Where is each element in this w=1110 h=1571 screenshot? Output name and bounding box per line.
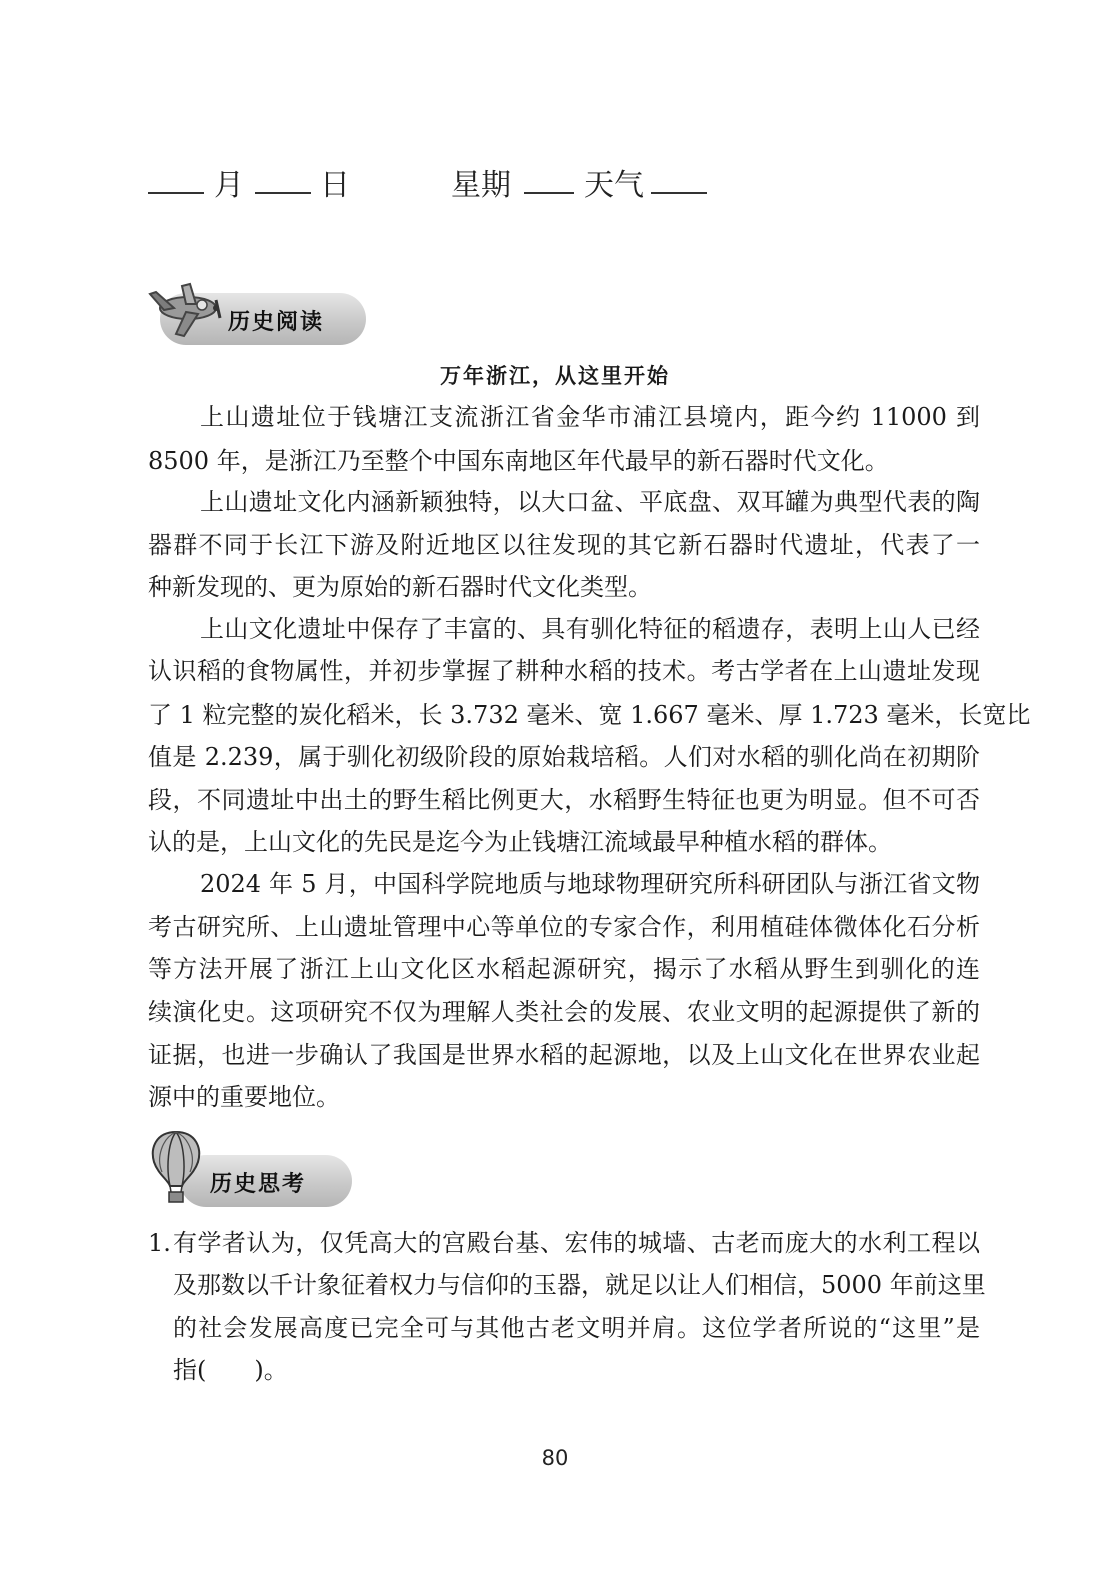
article-title: 万年浙江，从这里开始 (440, 363, 670, 388)
article-line: 认的是，上山文化的先民是迄今为止钱塘江流域最早种植水稻的群体。 (148, 828, 892, 856)
article-line: 认识稻的食物属性，并初步掌握了耕种水稻的技术。考古学者在上山遗址发现 (148, 657, 980, 685)
article-line: 上山遗址位于钱塘江支流浙江省金华市浦江县境内，距今约 11000 到 (200, 403, 980, 431)
question-line: 有学者认为，仅凭高大的宫殿台基、宏伟的城墙、古老而庞大的水利工程以 (173, 1229, 980, 1257)
article-line: 等方法开展了浙江上山文化区水稻起源研究，揭示了水稻从野生到驯化的连 (148, 955, 980, 983)
article-line: 段，不同遗址中出土的野生稻比例更大，水稻野生特征也更为明显。但不可否 (148, 786, 980, 814)
page-number: 80 (541, 1446, 569, 1470)
month-blank[interactable] (148, 160, 204, 194)
weather-blank[interactable] (651, 160, 707, 194)
day-blank[interactable] (255, 160, 311, 194)
article-line: 考古研究所、上山遗址管理中心等单位的专家合作，利用植硅体微体化石分析 (148, 913, 980, 941)
article-line: 证据，也进一步确认了我国是世界水稻的起源地，以及上山文化在世界农业起 (148, 1041, 980, 1069)
question-answer-line[interactable]: 指( )。 (173, 1356, 288, 1384)
weather-label: 天气 (584, 168, 644, 203)
hot-air-balloon-icon (148, 1128, 204, 1204)
question-line: 及那数以千计象征着权力与信仰的玉器，就足以让人们相信，5000 年前这里 (173, 1271, 986, 1299)
article-line: 上山遗址文化内涵新颖独特，以大口盆、平底盘、双耳罐为典型代表的陶 (200, 488, 980, 516)
weekday-blank[interactable] (524, 160, 574, 194)
reading-banner-label: 历史阅读 (228, 310, 325, 335)
article-line: 上山文化遗址中保存了丰富的、具有驯化特征的稻遗存，表明上山人已经 (200, 615, 980, 643)
article-line: 续演化史。这项研究不仅为理解人类社会的发展、农业文明的起源提供了新的 (148, 998, 980, 1026)
airplane-icon (146, 278, 226, 342)
date-line (148, 160, 748, 204)
article-line: 8500 年，是浙江乃至整个中国东南地区年代最早的新石器时代文化。 (148, 447, 889, 475)
day-label: 日 (320, 168, 350, 203)
article-line: 2024 年 5 月，中国科学院地质与地球物理研究所科研团队与浙江省文物 (200, 870, 980, 898)
question-number: 1. (148, 1229, 171, 1257)
article-line: 种新发现的、更为原始的新石器时代文化类型。 (148, 573, 652, 601)
article-line: 器群不同于长江下游及附近地区以往发现的其它新石器时代遗址，代表了一 (148, 531, 980, 559)
weekday-label: 星期 (451, 168, 511, 203)
thinking-banner-label: 历史思考 (210, 1172, 307, 1197)
month-label: 月 (214, 168, 244, 203)
article-line: 了 1 粒完整的炭化稻米，长 3.732 毫米、宽 1.667 毫米、厚 1.723 毫米，长宽比 (148, 701, 1031, 729)
question-line: 的社会发展高度已完全可与其他古老文明并肩。这位学者所说的“这里”是 (173, 1314, 980, 1342)
article-line: 源中的重要地位。 (148, 1083, 340, 1111)
article-line: 值是 2.239，属于驯化初级阶段的原始栽培稻。人们对水稻的驯化尚在初期阶 (148, 743, 980, 771)
